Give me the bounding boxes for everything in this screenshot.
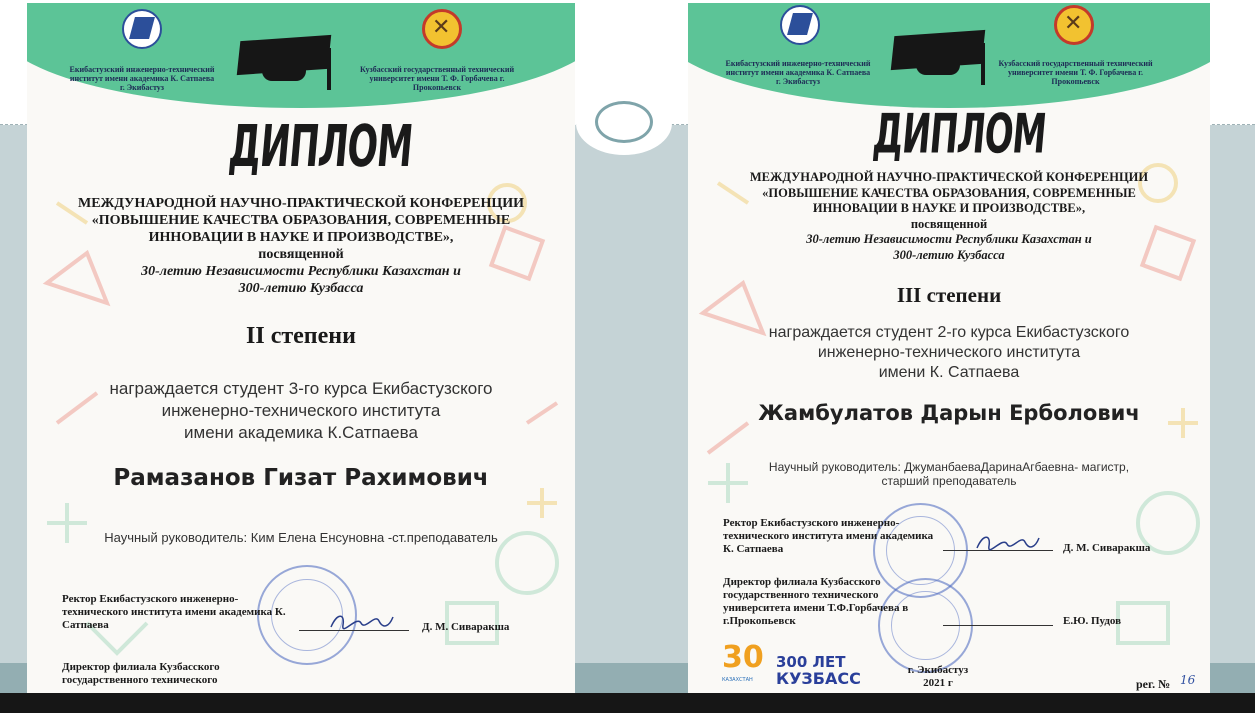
awarded-text: награждается студент 2-го курса Екибастузского инженерно-технического института имени К. Сатпаева	[768, 324, 1130, 381]
slide-connector-ring	[595, 101, 653, 143]
director-title: Директор филиала Кузбасского государственного технического	[62, 661, 220, 686]
award-degree: II степени	[246, 323, 356, 349]
director-signature-line	[943, 625, 1053, 626]
award-degree: III степени	[896, 283, 1002, 307]
supervisor-text: Научный руководитель: Ким Елена Енсуновна -ст.преподаватель	[104, 530, 498, 545]
winner-name: Рамазанов Гизат Рахимович	[113, 465, 489, 491]
kazakhstan-caption: КАЗАХСТАН	[722, 677, 753, 683]
rector-title: Ректор Екибастузского инженерно-технического института имени академика К. Сатпаева	[723, 517, 934, 555]
kuzbass-university-logo	[422, 9, 462, 49]
kuzbass-university-caption: Кузбасский государственный технический университет имени Т. Ф. Горбачева г. Прокопьевск	[359, 65, 515, 92]
rector-name: Д. М. Сиваракша	[1063, 542, 1151, 554]
screen-bottom-bar	[0, 693, 1255, 713]
conference-title: МЕЖДУНАРОДНОЙ НАУЧНО-ПРАКТИЧЕСКОЙ КОНФЕРЕНЦИИ «ПОВЫШЕНИЕ КАЧЕСТВА ОБРАЗОВАНИЯ, СОВРЕМЕННЫЕ ИННОВАЦИИ В НАУКЕ И ПРОИЗВОДСТВЕ», посвященной 30-летию Независимости Республики Казахстан и 300-летию Кузбасса	[749, 170, 1149, 262]
ekibastuz-institute-caption: Екибастузский инженерно-технический институт имени академика К. Сатпаева г. Экибастуз	[69, 65, 215, 92]
director-name: Е.Ю. Пудов	[1063, 615, 1122, 627]
rector-name: Д. М. Сиваракша	[422, 621, 510, 633]
issue-place-date: г. Экибастуз 2021 г	[907, 664, 969, 689]
conference-title: МЕЖДУНАРОДНОЙ НАУЧНО-ПРАКТИЧЕСКОЙ КОНФЕРЕНЦИИ «ПОВЫШЕНИЕ КАЧЕСТВА ОБРАЗОВАНИЯ, СОВРЕМЕННЫЕ ИННОВАЦИИ В НАУКЕ И ПРОИЗВОДСТВЕ», посвященной 30-летию Независимости Республики Казахстан и 300-летию Кузбасса	[77, 196, 525, 296]
kazakhstan-30-logo: 30	[722, 640, 764, 675]
ekibastuz-institute-logo	[780, 5, 820, 45]
kuzbass-wordmark: КУЗБАСС	[776, 669, 861, 688]
winner-name: Жамбулатов Дарын Ерболович	[758, 401, 1140, 425]
kuzbass-university-caption: Кузбасский государственный технический университет имени Т. Ф. Горбачева г. Прокопьевск	[998, 59, 1153, 86]
registration-label: рег. №	[1136, 677, 1171, 691]
diploma-left	[27, 3, 575, 693]
diploma-title: ДИПЛОМ	[870, 103, 1049, 167]
awarded-text: награждается студент 3-го курса Екибастузского инженерно-технического института имени академика К.Сатпаева	[109, 379, 493, 442]
supervisor-text: Научный руководитель: ДжуманбаеваДаринаАгбаевна- магистр, старший преподаватель	[768, 460, 1130, 488]
rector-title: Ректор Екибастузского инженерно-технического института имени академика К. Сатпаева	[62, 593, 286, 631]
rector-signature	[973, 530, 1043, 554]
kuzbass-university-logo	[1054, 5, 1094, 45]
ekibastuz-institute-caption: Екибастузский инженерно-технический институт имени академика К. Сатпаева г. Экибастуз	[725, 59, 871, 86]
ekibastuz-institute-logo	[122, 9, 162, 49]
registration-number: 16	[1180, 673, 1196, 687]
diploma-right	[688, 3, 1210, 693]
director-title: Директор филиала Кузбасского государственного технического университета имени Т.Ф.Горбачева в г.Прокопьевск	[723, 576, 909, 627]
kuzbass-300-logo: 300 ЛЕТ	[776, 653, 846, 671]
rector-signature	[327, 609, 397, 633]
diploma-title: ДИПЛОМ	[226, 115, 415, 181]
